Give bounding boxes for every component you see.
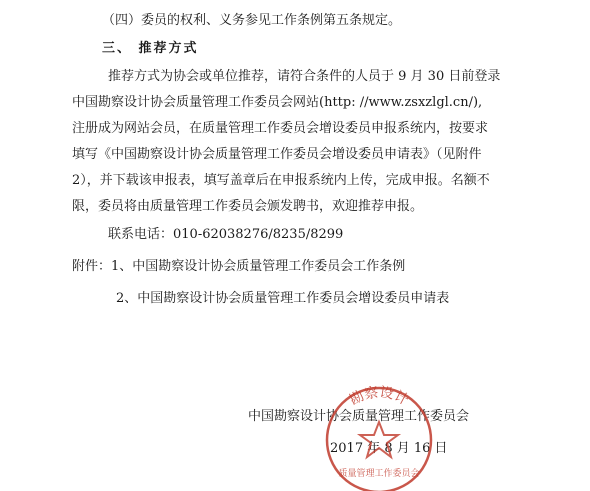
signature-date: 2017 年 8 月 16 日 — [330, 441, 448, 456]
seal-bottom-text: 质量管理工作委员会 — [338, 469, 420, 479]
attachment-1: 附件：1、中国勘察设计协会质量管理工作委员会工作条例 — [72, 259, 406, 274]
signature-organization: 中国勘察设计协会质量管理工作委员会 — [248, 409, 470, 424]
seal-top-text: 勘察设计 — [347, 384, 411, 409]
attachment-2: 2、中国勘察设计协会质量管理工作委员会增设委员申请表 — [116, 291, 450, 306]
body-line-3: 注册成为网站会员，在质量管理工作委员会增设委员申报系统内，按要求 — [72, 121, 489, 136]
section-3-title: 三、 推荐方式 — [102, 41, 199, 56]
body-line-1: 推荐方式为协会或单位推荐，请符合条件的人员于 9 月 30 日前登录 — [108, 69, 501, 84]
body-line-2: 中国勘察设计协会质量管理工作委员会网站(http: //www.zsxzlgl.cn/), — [72, 95, 483, 110]
contact-phone: 联系电话：010-62038276/8235/8299 — [108, 227, 344, 242]
body-line-5: 2），并下载该申报表，填写盖章后在申报系统内上传，完成申报。名额不 — [72, 173, 490, 188]
body-line-6: 限，委员将由质量管理工作委员会颁发聘书，欢迎推荐申报。 — [72, 199, 424, 214]
body-line-4: 填写《中国勘察设计协会质量管理工作委员会增设委员申请表》（见附件 — [72, 147, 482, 162]
official-seal-icon — [318, 378, 440, 491]
rights-clause: （四）委员的权利、义务参见工作条例第五条规定。 — [102, 13, 402, 28]
